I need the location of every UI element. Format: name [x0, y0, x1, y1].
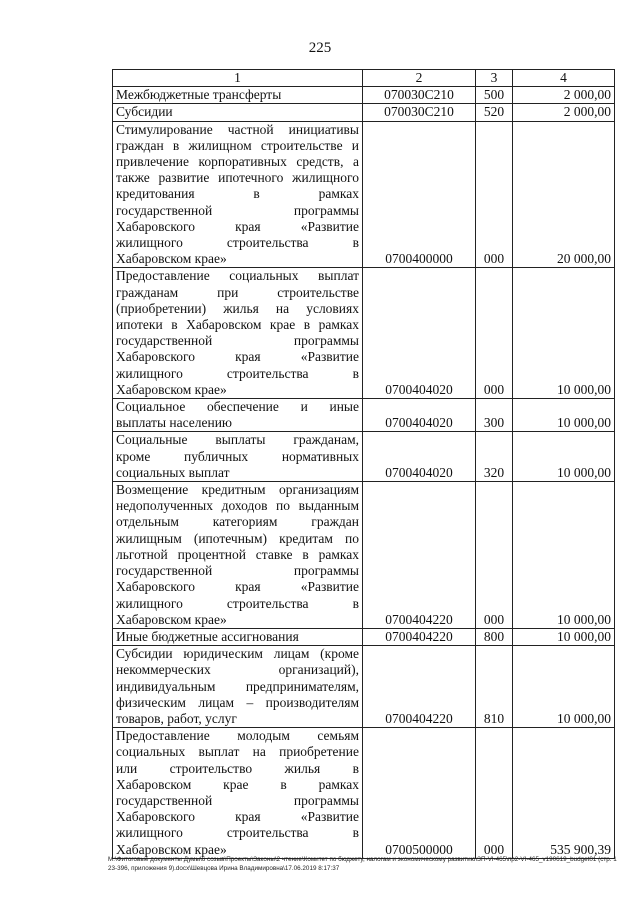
row-name-line: Хабаровском крае»: [116, 381, 227, 397]
row-name-line: Хабаровском крае»: [116, 611, 227, 627]
row-target-code: 0700404220: [363, 482, 476, 629]
row-name-line: Хабаровском крае в рамках: [116, 776, 359, 792]
row-name-line: отдельным категориям граждан: [116, 514, 359, 530]
row-amount: 10 000,00: [513, 646, 615, 728]
table-row: [113, 399, 615, 432]
page-number: 225: [308, 40, 332, 56]
row-name-line: недополученных доходов по выданным: [116, 498, 359, 514]
row-name-line: Хабаровского края «Развитие: [116, 349, 359, 365]
row-name-line: жилищным (ипотечным) кредитам по: [116, 530, 359, 546]
row-expense-type: 000: [476, 482, 513, 629]
row-name: [113, 87, 363, 104]
row-name-line: индивидуальным предпринимателям,: [116, 678, 359, 694]
row-name-line: Иные бюджетные ассигнования: [116, 628, 299, 644]
row-name-line: жилищного строительства в: [116, 595, 359, 611]
row-target-code: 0700500000: [363, 728, 476, 859]
row-name: [113, 628, 363, 645]
row-name-line: товаров, работ, услуг: [116, 710, 237, 726]
row-name-line: Субсидии: [116, 104, 173, 120]
row-name-line: жилищного строительства в: [116, 235, 359, 251]
row-name-line: льготной процентной ставке в рамках: [116, 546, 359, 562]
table-row: [113, 87, 615, 104]
row-name: [113, 104, 363, 121]
row-name-line: социальных выплат: [116, 464, 230, 480]
row-amount: 2 000,00: [513, 104, 615, 121]
row-name-line: Социальные выплаты гражданам,: [116, 432, 359, 448]
row-expense-type: 500: [476, 87, 513, 104]
row-name-line: Стимулирование частной инициативы: [116, 121, 359, 137]
row-expense-type: 810: [476, 646, 513, 728]
budget-table: [112, 69, 615, 859]
row-name-line: жилищного строительства в: [116, 365, 359, 381]
row-name: [113, 482, 363, 629]
row-name-line: Предоставление социальных выплат: [116, 268, 359, 284]
row-name: [113, 646, 363, 728]
row-target-code: 0700400000: [363, 121, 476, 268]
row-name-line: также развитие ипотечного жилищного: [116, 170, 359, 186]
header-col-3: 3: [476, 70, 513, 87]
row-name-line: жилищного строительства в: [116, 825, 359, 841]
row-name-line: Предоставление молодым семьям: [116, 728, 359, 744]
row-amount: 20 000,00: [513, 121, 615, 268]
row-expense-type: 320: [476, 432, 513, 482]
row-name: [113, 268, 363, 399]
header-col-1: 1: [113, 70, 363, 87]
row-target-code: 0700404220: [363, 646, 476, 728]
table-row: [113, 482, 615, 629]
row-name-line: государственной программы: [116, 792, 359, 808]
row-name-line: Социальное обеспечение и иные: [116, 399, 359, 415]
row-name-line: государственной программы: [116, 563, 359, 579]
row-name-line: Хабаровском крае»: [116, 841, 227, 857]
row-name-line: граждан в жилищном строительстве и: [116, 137, 359, 153]
row-amount: 10 000,00: [513, 399, 615, 432]
row-amount: 10 000,00: [513, 628, 615, 645]
row-name-line: Хабаровского края «Развитие: [116, 218, 359, 234]
row-amount: 2 000,00: [513, 87, 615, 104]
row-name-line: ипотеки в Хабаровском крае в рамках: [116, 317, 359, 333]
row-name-line: государственной программы: [116, 333, 359, 349]
row-name-line: выплаты населению: [116, 415, 233, 431]
table-row: [113, 432, 615, 482]
row-name-line: Хабаровского края «Развитие: [116, 579, 359, 595]
row-name: [113, 432, 363, 482]
header-col-2: 2: [363, 70, 476, 87]
row-name: [113, 399, 363, 432]
row-expense-type: 300: [476, 399, 513, 432]
row-name-line: социальных выплат на приобретение: [116, 744, 359, 760]
row-name-line: (приобретении) жилья на условиях: [116, 300, 359, 316]
table-row: [113, 728, 615, 859]
row-target-code: 0700404020: [363, 268, 476, 399]
row-expense-type: 800: [476, 628, 513, 645]
row-name-line: кредитования в рамках: [116, 186, 359, 202]
row-name-line: Хабаровского края «Развитие: [116, 809, 359, 825]
row-target-code: 0700404220: [363, 628, 476, 645]
row-name-line: Субсидии юридическим лицам (кроме: [116, 646, 359, 662]
row-expense-type: 000: [476, 268, 513, 399]
table-header-row: [113, 70, 615, 87]
row-amount: 10 000,00: [513, 268, 615, 399]
row-name-line: некоммерческих организаций),: [116, 662, 359, 678]
row-target-code: 0700404020: [363, 399, 476, 432]
row-name-line: привлечение корпоративных средств, а: [116, 154, 359, 170]
row-name-line: государственной программы: [116, 202, 359, 218]
row-name-line: кроме публичных нормативных: [116, 448, 359, 464]
row-amount: 535 900,39: [513, 728, 615, 859]
row-name: [113, 121, 363, 268]
row-name-line: гражданам при строительстве: [116, 284, 359, 300]
row-expense-type: 520: [476, 104, 513, 121]
row-name-line: физическим лицам – производителям: [116, 694, 359, 710]
row-target-code: 070030С210: [363, 87, 476, 104]
table-row: [113, 121, 615, 268]
row-expense-type: 000: [476, 728, 513, 859]
table-row: [113, 104, 615, 121]
row-name: [113, 728, 363, 859]
document-path-footer: M:\Фитоговые документы Думы\6 созыв\Проекты\Законы\2 чтение\Комитет по бюджету, налогам и экономическому развитию\ЗП-VI-465\пр2-VI-465_v190619_budget01 (стр. 123-396, приложения 9).docx\Шевцова Ирина Владимировна\17.06.2019 8:17:37: [108, 856, 617, 872]
row-amount: 10 000,00: [513, 482, 615, 629]
table-row: [113, 268, 615, 399]
row-target-code: 070030С210: [363, 104, 476, 121]
table-row: [113, 646, 615, 728]
row-target-code: 0700404020: [363, 432, 476, 482]
header-col-4: 4: [513, 70, 615, 87]
row-name-line: Хабаровском крае»: [116, 251, 227, 267]
row-name-line: или строительство жилья в: [116, 760, 359, 776]
row-name-line: Межбюджетные трансферты: [116, 87, 282, 103]
table-row: [113, 628, 615, 645]
row-name-line: Возмещение кредитным организациям: [116, 482, 359, 498]
row-expense-type: 000: [476, 121, 513, 268]
row-amount: 10 000,00: [513, 432, 615, 482]
